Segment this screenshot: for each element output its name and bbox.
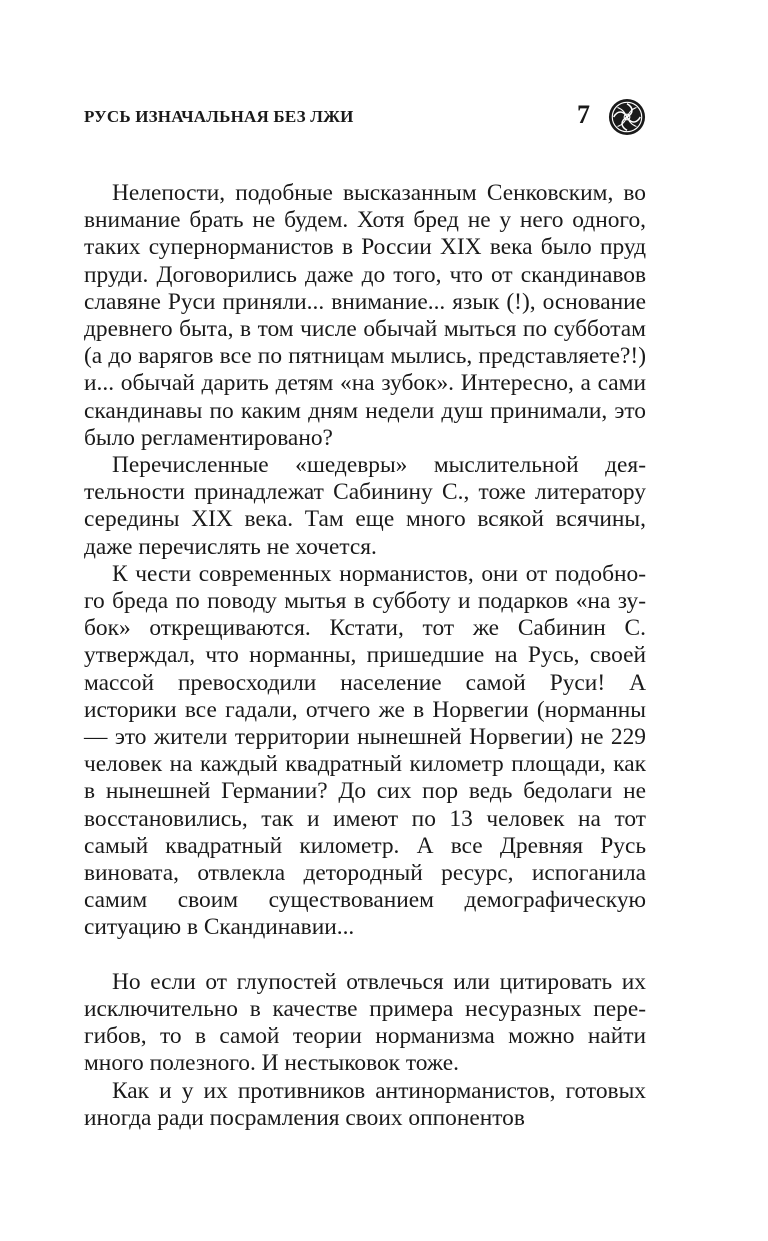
paragraph: Нелепости, подобные высказанным Сенковским, во внимание брать не будем. Хотя бред не у него одного, таких супернорманистов в России XIX века было пруд пруди. Договорились даже до того, что от скандинавов славяне Руси приняли... внимание... язык (!), основание древнего быта, в том числе обычай мыться по субботам (а до варягов все по пятницам мылись, представляете?!) и... обычай дарить детям «на зубок». Интересно, а сами скандинавы по каким дням недели душ принимали, это было регламентировано? <box>84 180 646 451</box>
page-number: 7 <box>577 100 590 129</box>
body-text <box>84 180 646 1132</box>
page-header <box>84 98 648 138</box>
celtic-knot-icon <box>608 98 646 136</box>
paragraph: К чести современных норманистов, они от подобного бреда по поводу мытья в субботу и подарков «на зубок» открещиваются. Кстати, тот же Сабинин С. утверждал, что норманны, пришедшие на Русь, своей массой превосходили население самой Руси! А историки все гадали, отчего же в Норвегии (норманны — это жители территории нынешней Норвегии) не 229 человек на каждый квадратный километр площади, как в нынешней Германии? До сих пор ведь бедолаги не восстановились, так и имеют по 13 человек на тот самый квадратный километр. А все Древняя Русь виновата, отвлекла детородный ресурс, испоганила самим своим существованием демографическую ситуацию в Скандинавии... <box>84 560 646 941</box>
running-title: РУСЬ ИЗНАЧАЛЬНАЯ БЕЗ ЛЖИ <box>84 107 354 126</box>
paragraph: Как и у их противников антинорманистов, готовых иногда ради посрамления своих оппонентов <box>84 1077 646 1131</box>
paragraph: Перечисленные «шедевры» мыслительной деятельности принадлежат Сабинину С., тоже литератору середины XIX века. Там еще много всякой всячины, даже перечислять не хочется. <box>84 452 646 560</box>
paragraph: Но если от глупостей отвлечься или цитировать их исключительно в качестве примера несуразных перегибов, то в самой теории норманизма можно найти много полезного. И нестыковок тоже. <box>84 968 646 1077</box>
